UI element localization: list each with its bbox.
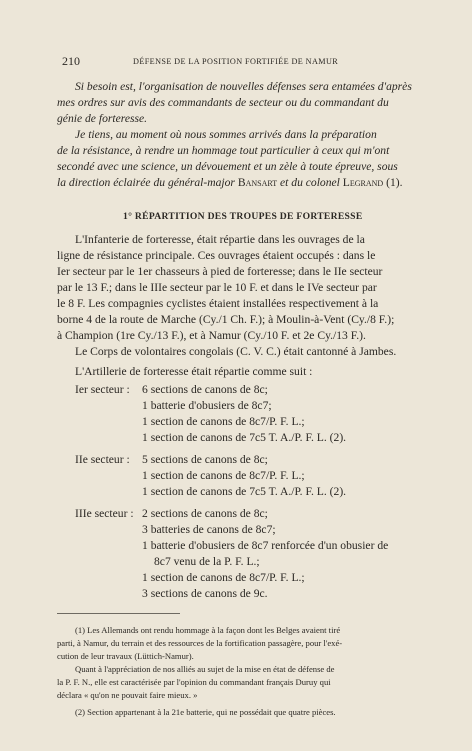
sector-1-label: Ier secteur : [75,383,130,396]
sector-2-item: 1 section de canons de 8c7/P. F. L.; [142,469,305,482]
infanterie-line-8: Le Corps de volontaires congolais (C. V. C.) était cantonné à Jambes. [75,345,397,358]
intro-line-1: Si besoin est, l'organisation de nouvelles défenses sera entamées d'après [75,80,412,93]
sector-3-item: 3 batteries de canons de 8c7; [142,523,276,536]
sector-2-item: 5 sections de canons de 8c; [142,453,268,466]
footnote-line: la P. F. N., elle est caractérisée par l'opinion du commandant français Duruy qui [57,677,331,687]
footnote-line: déclara « qu'on ne pouvait faire mieux. » [57,690,198,700]
footnote-line: (2) Section appartenant à la 21e batterie, qui ne possédait que quatre pièces. [75,707,336,717]
section-title: 1° RÉPARTITION DES TROUPES DE FORTERESSE [123,211,363,222]
running-title: DÉFENSE DE LA POSITION FORTIFIÉE DE NAMUR [133,57,339,66]
page-number: 210 [62,54,80,68]
sector-2-item: 1 section de canons de 7c5 T. A./P. F. L. (2). [142,485,347,498]
name-bansart: Bansart [237,176,278,189]
footnote-divider [57,613,180,614]
tribute-line-4 [57,175,403,190]
intro-line-3: génie de forteresse. [57,112,148,125]
infanterie-line-5: le 8 F. Les compagnies cyclistes étaient installées respectivement à la [57,297,379,310]
footnote-line: (1) Les Allemands ont rendu hommage à la façon dont les Belges avaient tiré [75,625,341,635]
artillerie-intro: L'Artillerie de forteresse était répartie comme suit : [75,365,313,378]
footnote-line: parti, à Namur, du terrain et des ressources de la fortification passagère, pour l'exé- [57,638,343,648]
sector-1-item: 1 section de canons de 7c5 T. A./P. F. L. (2). [142,431,347,444]
tribute-text-b: et du colonel [277,176,343,189]
sector-3-item: 1 batterie d'obusiers de 8c7 renforcée d'un obusier de [142,539,389,552]
sector-1-item: 1 batterie d'obusiers de 8c7; [142,399,272,412]
infanterie-line-3: Ier secteur par le 1er chasseurs à pied de forteresse; dans le IIe secteur [57,265,383,278]
footnote-line: cution de leur travaux (Lüttich-Namur). [57,651,194,661]
intro-line-2: mes ordres sur avis des commandants de secteur ou du commandant du [57,96,389,109]
infanterie-line-7: à Champion (1re Cy./13 F.), et à Namur (Cy./10 F. et 2e Cy./13 F.). [57,329,366,342]
sector-3-label: IIIe secteur : [75,507,134,520]
sector-2-label: IIe secteur : [75,453,130,466]
footnote-line: Quant à l'appréciation de nos alliés au sujet de la mise en état de défense de [75,664,335,674]
tribute-line-3: secondé avec une science, un dévouement et un zèle à toute épreuve, sous [57,160,398,173]
infanterie-line-4: par le 13 F.; dans le IIIe secteur par le 10 F. et dans le IVe secteur par [57,281,377,294]
infanterie-line-2: ligne de résistance principale. Ces ouvrages étaient occupés : dans le [57,249,376,262]
tribute-line-2: de la résistance, à rendre un hommage tout particulier à ceux qui m'ont [57,144,390,157]
sector-1-item: 6 sections de canons de 8c; [142,383,268,396]
infanterie-line-1: L'Infanterie de forteresse, était répartie dans les ouvrages de la [75,233,365,246]
sector-3-item: 2 sections de canons de 8c; [142,507,268,520]
tribute-text-a: la direction éclairée du général-major [57,176,238,189]
footnote-ref-1: (1). [383,176,403,189]
name-legrand: Legrand [342,176,384,189]
sector-3-item: 8c7 venu de la P. F. L.; [154,555,260,568]
tribute-line-1: Je tiens, au moment où nous sommes arrivés dans la préparation [75,128,377,141]
infanterie-line-6: borne 4 de la route de Marche (Cy./1 Ch. F.); à Moulin-à-Vent (Cy./8 F.); [57,313,395,326]
sector-3-item: 3 sections de canons de 9c. [142,587,268,600]
sector-3-item: 1 section de canons de 8c7/P. F. L.; [142,571,305,584]
sector-1-item: 1 section de canons de 8c7/P. F. L.; [142,415,305,428]
